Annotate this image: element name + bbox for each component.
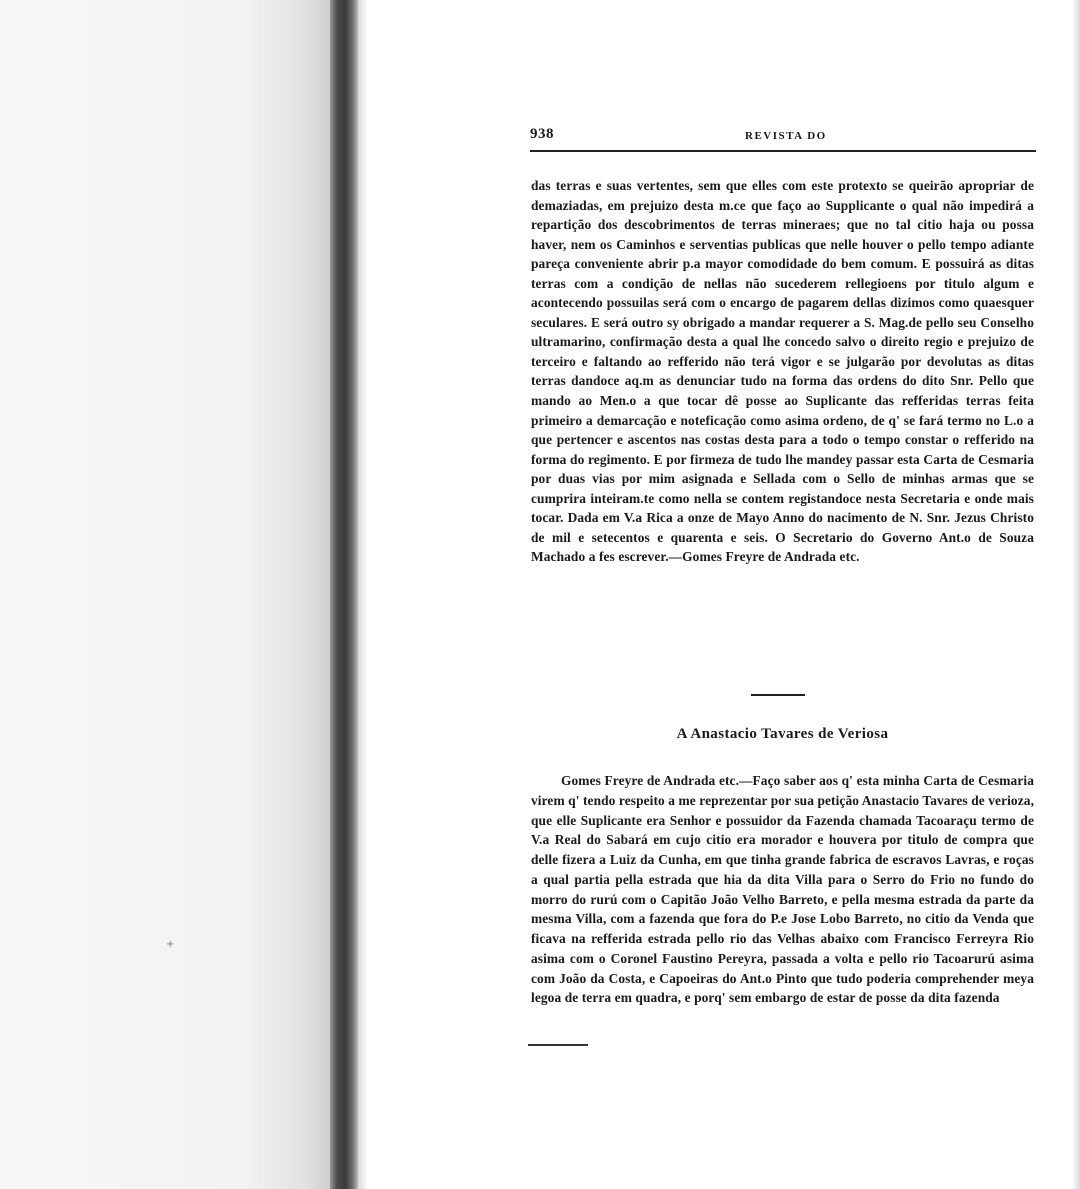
section-title: A Anastacio Tavares de Veriosa (676, 726, 889, 742)
header-rule (530, 150, 1036, 152)
gutter-shadow (358, 0, 368, 1189)
paragraph-sesmaria-opening: Gomes Freyre de Andrada etc.—Faço saber aos q' esta minha Carta de Cesmaria virem q' tendo respeito a me reprezentar por sua petição Anastacio Tavares de verioza, que elle Suplicante era Senhor e possuidor da Fazenda chamada Tacoaraçu termo de V.a Real do Sabará em cujo citio era morador e houvera por titulo de compra que delle fizera a Luiz da Cunha, em que tinha grande fabrica de escravos Lavras, e roças a qual partia pella estrada que hia da dita Villa para o Serro do Frio no fundo do morro do rurú com o Capitão João Velho Barreto, e pella mesma estrada da parte da mesma Villa, com a fazenda que fora do P.e Jose Lobo Barreto, no citio da Venda que ficava na refferida estrada pello rio das Velhas abaixo com Francisco Ferreyra Rio asima com o Coronel Faustino Pereyra, passada a volta e pello rio Tacoarurú asima com João da Costa, e Capoeiras do Ant.o Pinto que tudo poderia comprehender meya legoa de terra em quadra, e porq' sem embargo de estar de posse da dita fazenda (531, 773, 1035, 1006)
page-number: 938 (530, 126, 554, 142)
book-gutter (330, 0, 358, 1189)
running-head: REVISTA DO (745, 130, 827, 142)
section-divider (751, 694, 805, 696)
text-block-new-section (531, 771, 1034, 1008)
page-header (530, 126, 1036, 154)
margin-mark: + (166, 939, 175, 950)
text-block-continuation (531, 176, 1034, 567)
handwritten-underline-mark (528, 1044, 588, 1046)
facing-page-left (0, 0, 330, 1189)
paragraph-sesmaria-conclusion: das terras e suas vertentes, sem que elles com este protexto se queirão apropriar de demaziadas, em prejuizo desta m.ce que faço ao Supplicante o qual não impedirá a repartição dos descobrimentos de terras mineraes; que no tal citio haja ou possa haver, nem os Caminhos e serventias publicas que nelle houver o pello tempo adiante pareça conveniente abrir p.a mayor comodidade do bem comum. E possuirá as ditas terras com a condição de nellas não sucederem rellegioens por titulo algum e acontecendo possuilas será com o encargo de pagarem dellas dizimos como quaesquer seculares. E será outro sy obrigado a mandar requerer a S. Mag.de pello seu Conselho ultramarino, confirmação desta a qual lhe concedo salvo o direito regio e prejuizo de terceiro e faltando ao refferido não terá vigor e se julgarão por devolutas as ditas terras dandoce aq.m as denunciar tudo na forma das ordens do dito Snr. Pello que mando ao Men.o a que tocar dê posse ao Suplicante das refferidas terras feita primeiro a demarcação e noteficação como asima ordeno, de q' se fará termo no L.o a que pertencer e ascentos nas costas desta para a todo o tempo constar o refferido na forma do regimento. E por firmeza de tudo lhe mandey passar esta Carta de Cesmaria por duas vias por mim asignada e Sellada com o Sello de minhas armas que se cumprira inteiram.te como nella se contem registandoce nesta Secretaria e onde mais tocar. Dada em V.a Rica a onze de Mayo Anno do nacimento de N. Snr. Jezus Christo de mil e setecentos e quarenta e seis. O Secretario do Governo Ant.o de Souza Machado a fes escrever.—Gomes Freyre de Andrada etc. (531, 178, 1034, 565)
page-edge-shadow (1072, 0, 1080, 1189)
